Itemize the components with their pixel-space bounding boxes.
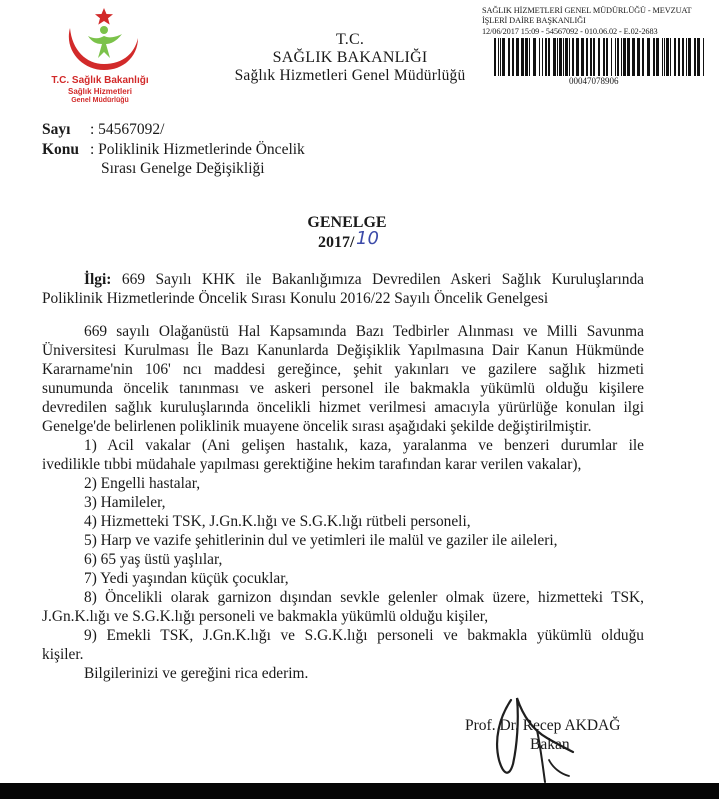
ilgi-label: İlgi: — [84, 271, 112, 288]
barcode-bar — [615, 38, 616, 76]
handwritten-number: 10 — [356, 228, 379, 249]
konu-line2: Sırası Genelge Değişikliği — [101, 160, 265, 177]
sayi-label: Sayı — [42, 121, 71, 138]
body-line: Üniversitesi Kurulması İle Bazı Kanunlarda Değişiklik Yapılmasına Dair Kanun Hükmünde — [42, 342, 644, 359]
barcode-bar — [694, 38, 696, 76]
barcode-bar — [686, 38, 687, 76]
stamp-line1: SAĞLIK HİZMETLERİ GENEL MÜDÜRLÜĞÜ - MEVZUAT — [482, 6, 692, 15]
barcode-bar — [516, 38, 519, 76]
barcode-bar — [572, 38, 574, 76]
barcode-bar — [576, 38, 579, 76]
barcode-bar — [623, 38, 626, 76]
barcode-bar — [553, 38, 556, 76]
body-line: sunumunda öncelik tanınması ve askeri personel ile bakmakla yükümlü olduğu kişilere — [42, 380, 644, 397]
barcode-bar — [569, 38, 570, 76]
barcode-bar — [647, 38, 650, 76]
barcode-bar — [682, 38, 684, 76]
barcode — [494, 38, 708, 76]
document-title: GENELGE — [307, 214, 387, 231]
header-line1: T.C. — [335, 31, 365, 48]
list-item-5: 5) Harp ve vazife şehitlerinin dul ve yetimleri ile malül ve gaziler ile aileleri, — [84, 532, 558, 549]
barcode-bar — [606, 38, 608, 76]
ministry-logo — [40, 6, 150, 106]
barcode-bar — [632, 38, 635, 76]
list-item-9: 9) Emekli TSK, J.Gn.K.lığı ve S.G.K.lığı personeli ve bakmakla yükümlü olduğu — [84, 627, 644, 644]
barcode-bar — [533, 38, 536, 76]
barcode-bar — [688, 38, 691, 76]
barcode-bar — [666, 38, 669, 76]
barcode-bar — [603, 38, 605, 76]
closing-line: Bilgilerinizi ve gereğini rica ederim. — [84, 665, 309, 682]
body-line: Genelge'de belirlenen poliklinik muayene öncelik sırası aşağıdaki şekilde değiştirilmiştir. — [42, 418, 592, 435]
barcode-bar — [494, 38, 496, 76]
barcode-bar — [512, 38, 514, 76]
barcode-bar — [670, 38, 671, 76]
list-item-9-cont: kişiler. — [42, 646, 84, 663]
konu-line1: : Poliklinik Hizmetlerinde Öncelik — [90, 141, 305, 158]
barcode-bar — [563, 38, 564, 76]
barcode-number: 00047078906 — [569, 76, 619, 86]
logo-text-line2: Sağlık Hizmetleri — [67, 87, 133, 96]
list-item-3: 3) Hamileler, — [84, 494, 166, 511]
barcode-bar — [637, 38, 640, 76]
barcode-bar — [559, 38, 562, 76]
barcode-bar — [627, 38, 630, 76]
header-line2: SAĞLIK BAKANLIĞI — [272, 49, 428, 66]
barcode-bar — [498, 38, 499, 76]
barcode-bar — [525, 38, 528, 76]
barcode-bar — [678, 38, 680, 76]
konu-label: Konu — [42, 141, 80, 158]
signatory-title: Bakan — [530, 736, 570, 753]
barcode-bar — [586, 38, 588, 76]
barcode-bar — [500, 38, 501, 76]
barcode-bar — [529, 38, 530, 76]
barcode-bar — [593, 38, 595, 76]
barcode-bar — [617, 38, 619, 76]
body-line: devredilen sağlık kuruluşlarında öncelikli hizmet verilmesi amacıyla yürürlüğe konulan ilgi — [42, 399, 644, 416]
list-item-1: 1) Acil vakalar (Ani gelişen hastalık, kaza, yaralanma ve benzeri durumlar ile — [84, 437, 644, 454]
ilgi-line1 — [84, 272, 644, 287]
barcode-bar — [539, 38, 540, 76]
barcode-bar — [662, 38, 663, 76]
barcode-bar — [611, 38, 612, 76]
barcode-bar — [590, 38, 592, 76]
barcode-bar — [697, 38, 700, 76]
ilgi-line2: Poliklinik Hizmetlerinde Öncelik Sırası Konulu 2016/22 Sayılı Öncelik Genelgesi — [42, 290, 549, 307]
header-line3: Sağlık Hizmetleri Genel Müdürlüğü — [234, 67, 466, 84]
barcode-bar — [703, 38, 704, 76]
barcode-bar — [502, 38, 505, 76]
barcode-bar — [542, 38, 543, 76]
list-item-4: 4) Hizmetteki TSK, J.Gn.K.lığı ve S.G.K.lığı rütbeli personeli, — [84, 513, 471, 530]
barcode-bar — [508, 38, 510, 76]
logo-text-line3: Genel Müdürlüğü — [71, 97, 129, 104]
list-item-7: 7) Yedi yaşından küçük çocuklar, — [84, 570, 289, 587]
barcode-bar — [674, 38, 676, 76]
barcode-bar — [656, 38, 659, 76]
sayi-value: : 54567092/ — [90, 121, 165, 138]
signatory-name: Prof. Dr. Recep AKDAĞ — [465, 717, 621, 734]
ministry-emblem-icon — [54, 6, 146, 76]
ilgi-text: 669 Sayılı KHK ile Bakanlığımıza Devredilen Askeri Sağlık Kuruluşlarında — [111, 271, 644, 288]
body-line: 669 sayılı Olağanüstü Hal Kapsamında Bazı Tedbirler Alınması ve Milli Savunma — [84, 323, 644, 340]
list-item-8-cont: J.Gn.K.lığı ve S.G.K.lığı personeli ve bakmakla yükümlü olduğu kişiler, — [42, 608, 489, 625]
barcode-bar — [581, 38, 584, 76]
barcode-bar — [565, 38, 568, 76]
stamp-line2: İŞLERİ DAİRE BAŞKANLIĞI — [482, 16, 586, 25]
document-year: 2017/ — [318, 234, 355, 251]
list-item-8: 8) Öncelikli olarak garnizon dışından sevkle gelenler olmak üzere, hizmetteki TSK, — [84, 589, 644, 606]
stamp-line3: 12/06/2017 15:09 - 54567092 - 010.06.02 - E.02-2683 — [482, 27, 658, 36]
bottom-black-bar — [0, 783, 719, 799]
list-item-2: 2) Engelli hastalar, — [84, 475, 201, 492]
body-line: Kararname'nin 106' ncı maddesi gereğince, şehit yakınları ve gazilere sağlık hizmeti — [42, 361, 644, 378]
barcode-bar — [598, 38, 600, 76]
barcode-bar — [521, 38, 524, 76]
barcode-bar — [664, 38, 665, 76]
barcode-bar — [548, 38, 550, 76]
list-item-6: 6) 65 yaş üstü yaşlılar, — [84, 551, 223, 568]
barcode-bar — [557, 38, 558, 76]
logo-text-line1: T.C. Sağlık Bakanlığı — [51, 75, 149, 86]
barcode-bar — [653, 38, 655, 76]
list-item-1-cont: ivedilikle tıbbi müdahale yapılması gerektiğine hekim tarafından karar verilen vakalar), — [42, 456, 582, 473]
barcode-bar — [621, 38, 622, 76]
barcode-bar — [545, 38, 547, 76]
barcode-bar — [642, 38, 644, 76]
